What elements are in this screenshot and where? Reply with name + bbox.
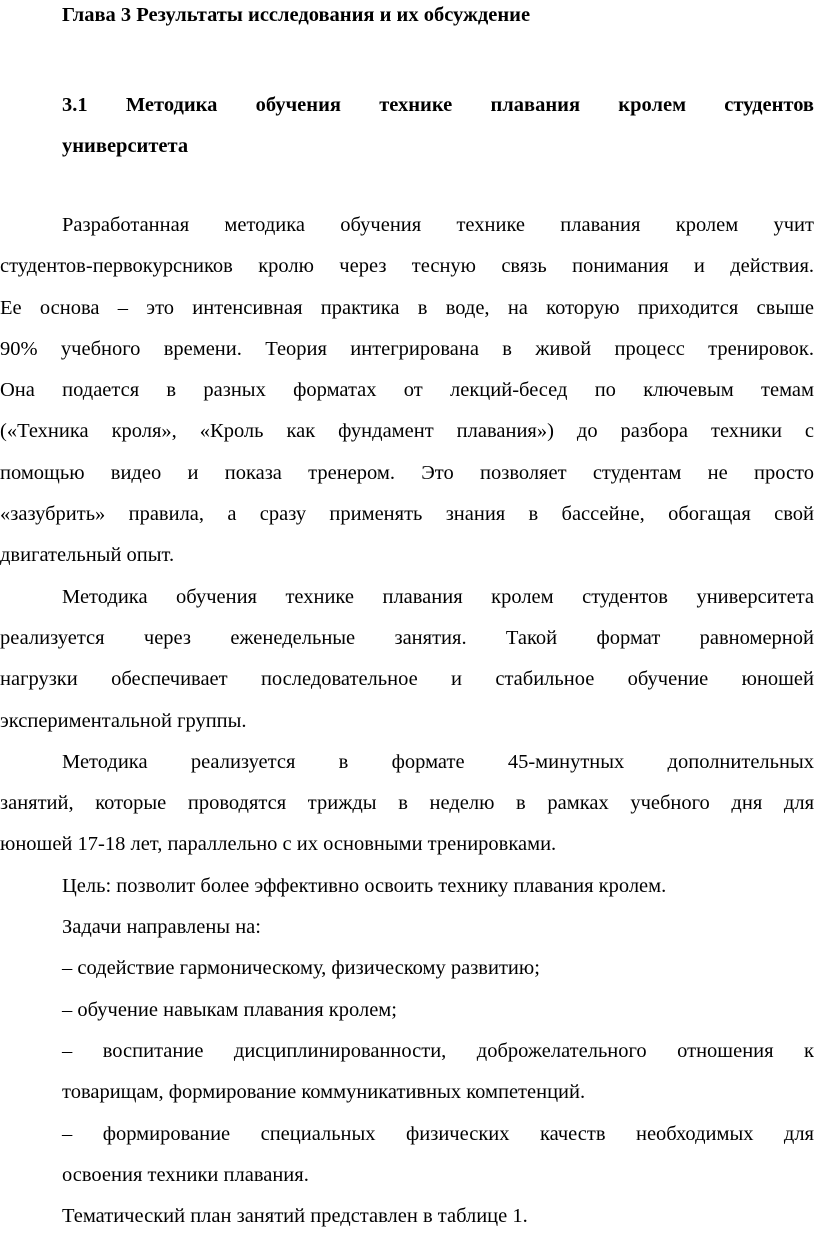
paragraph-goal: [62, 866, 814, 907]
paragraph-table-reference: [62, 1196, 814, 1237]
text-line: Методика обучения технике плавания кролем студентов университета: [62, 585, 814, 608]
text-line: («Техника кроля», «Кроль как фундамент плавания») до разбора техники с: [0, 420, 814, 443]
text-line: Тематический план занятий представлен в таблице 1.: [62, 1205, 528, 1228]
text-line: двигательный опыт.: [0, 544, 175, 567]
paragraph-weekly: [0, 577, 814, 742]
paragraph-intro: [0, 205, 814, 577]
text-line: товарищам, формирование коммуникативных компетенций.: [62, 1081, 586, 1104]
paragraph-format: [0, 742, 814, 866]
list-item: [62, 1031, 814, 1114]
list-item: [62, 990, 814, 1031]
text-line: помощью видео и показа тренером. Это позволяет студентам не просто: [0, 461, 814, 484]
paragraph-tasks-heading: [62, 907, 814, 948]
text-line: Разработанная методика обучения технике плавания кролем учит: [62, 214, 814, 236]
list-item: [62, 1114, 814, 1197]
body-text: [0, 205, 814, 1237]
text-line: Ее основа – это интенсивная практика в воде, на которую приходится свыше: [0, 296, 814, 319]
text-line: юношей 17-18 лет, параллельно с их основными тренировками.: [0, 833, 557, 856]
text-line: освоения техники плавания.: [62, 1163, 309, 1186]
text-line: Задачи направлены на:: [62, 916, 261, 939]
section-title-line-2: университета: [62, 135, 189, 158]
chapter-title: Глава 3 Результаты исследования и их обсуждение: [62, 4, 531, 26]
section-title: [62, 85, 814, 168]
text-line: – обучение навыкам плавания кролем;: [62, 998, 397, 1021]
text-line: 90% учебного времени. Теория интегрирована в живой процесс тренировок.: [0, 337, 814, 360]
text-line: Цель: позволит более эффективно освоить технику плавания кролем.: [62, 874, 667, 897]
text-line: – формирование специальных физических качеств необходимых для: [62, 1122, 814, 1145]
text-line: занятий, которые проводятся трижды в неделю в рамках учебного дня для: [0, 792, 814, 815]
text-line: Методика реализуется в формате 45-минутных дополнительных: [62, 750, 814, 773]
text-line: Она подается в разных форматах от лекций-бесед по ключевым темам: [0, 379, 814, 402]
text-line: нагрузки обеспечивает последовательное и стабильное обучение юношей: [0, 668, 814, 691]
text-line: студентов-первокурсников кролю через тесную связь понимания и действия.: [0, 255, 814, 278]
text-line: – воспитание дисциплинированности, доброжелательного отношения к: [62, 1039, 814, 1062]
text-line: экспериментальной группы.: [0, 709, 247, 732]
text-line: «зазубрить» правила, а сразу применять знания в бассейне, обогащая свой: [0, 503, 814, 526]
text-line: – содействие гармоническому, физическому развитию;: [62, 957, 540, 980]
section-title-line-1: 3.1 Методика обучения технике плавания кролем студентов: [62, 94, 814, 116]
text-line: реализуется через еженедельные занятия. Такой формат равномерной: [0, 626, 814, 649]
list-item: [62, 948, 814, 989]
